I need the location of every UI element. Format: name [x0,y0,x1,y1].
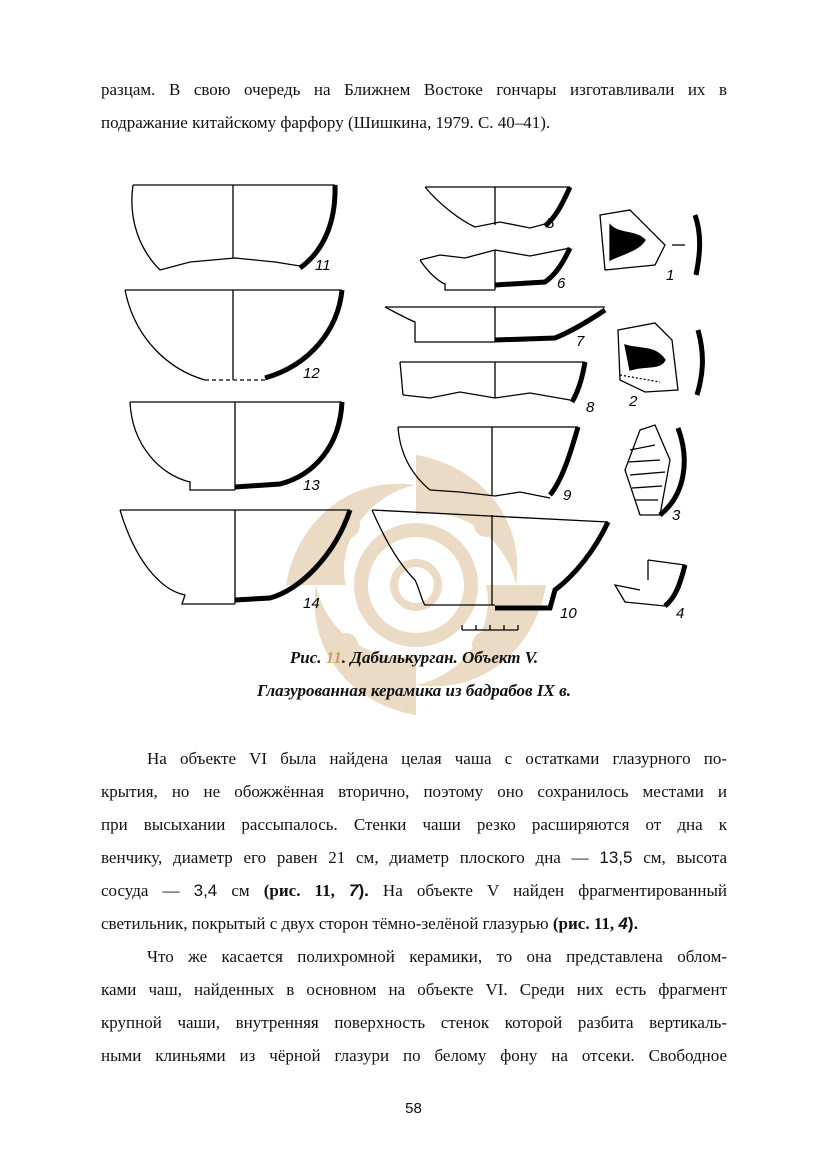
text-line: подражание китайскому фарфору (Шишкина, 1979. С. 40–41). [101,113,551,132]
text-run: венчику, диаметр его равен 21 см, диаметр плоского дна — [101,848,600,867]
caption-line1: . Дабилькурган. Объект V. [341,648,539,667]
figure-label: 7 [576,333,585,350]
figure-reference-number: 4 [618,914,628,933]
fragment-drawing-2 [618,323,702,395]
text-run: светильник, покрытый с двух сторон тёмно-зелёной глазурью [101,914,553,933]
text-run: На объекте V найден фрагментированный [368,881,727,900]
paragraph-1 [101,742,727,940]
figure-label: 11 [315,257,331,274]
figure-reference-number: 7 [348,881,359,900]
bowl-drawing-9 [398,427,578,498]
text-line: ками чаш, найденных в основном на объекте VI. Среди них есть фрагмент [101,980,727,999]
fragment-drawing-1 [600,210,700,275]
caption-number: 11 [325,648,342,667]
caption-line2: Глазурованная керамика из бадрабов IX в. [257,681,571,700]
text-line: ными клиньями из чёрной глазури по белому фону на отсеки. Свободное [101,1046,727,1065]
text-run: см [217,881,264,900]
bowl-drawing-6 [420,248,570,290]
bowl-drawing-14 [120,510,350,604]
scale-bar [462,625,518,630]
bowl-drawing-11 [132,185,335,270]
text-line [101,841,727,874]
figure-caption [101,648,727,668]
text-line [101,874,727,907]
number-run: 13,5 [599,848,633,867]
figure-reference-end: ). [627,914,639,933]
page-number: 58 [405,1100,422,1117]
fragment-drawing-3 [625,425,684,515]
figure-label: 3 [672,507,681,524]
caption-prefix: Рис. [289,648,326,667]
number-run: 3,4 [193,881,218,900]
plate-drawing-7 [385,307,605,342]
text-run: сосуда — [101,881,194,900]
bowl-drawing-10 [372,510,608,608]
figure-label: 9 [563,487,572,504]
figure-label: 13 [303,477,320,494]
fragment-drawing-4 [615,560,685,606]
figure-label: 10 [560,605,577,622]
figure-label: 8 [586,399,595,416]
text-line: крытия, но не обожжённая вторично, поэтому оно сохранилось местами и [101,782,727,801]
figure-label: 4 [676,605,685,622]
paragraph-2 [101,940,727,1072]
figure-label: 12 [303,365,320,382]
text-run: см, высота [632,848,727,867]
top-paragraph [101,73,727,139]
figure-label: 2 [629,393,638,410]
pottery-figure [100,170,730,640]
text-line: Что же касается полихромной керамики, то она представлена облом- [147,947,727,966]
figure-label: 6 [557,275,566,292]
figure-caption-line2 [101,681,727,701]
plate-drawing-8 [400,362,585,402]
text-line: На объекте VI была найдена целая чаша с остатками глазурного по- [147,749,727,768]
text-line: при высыхании рассыпалось. Стенки чаши резко расширяются от дна к [101,815,727,834]
figure-label: 5 [546,215,555,232]
text-line [101,907,727,940]
figure-reference: (рис. 11, [263,881,349,900]
text-line: разцам. В свою очередь на Ближнем Востоке гончары изготавливали их в [101,80,727,99]
text-line: крупной чаши, внутренняя поверхность стенок которой разбита вертикаль- [101,1013,727,1032]
figure-reference: (рис. 11, [552,914,619,933]
figure-reference-end: ). [358,881,369,900]
figure-label: 14 [303,595,320,612]
figure-label: 1 [666,267,675,284]
